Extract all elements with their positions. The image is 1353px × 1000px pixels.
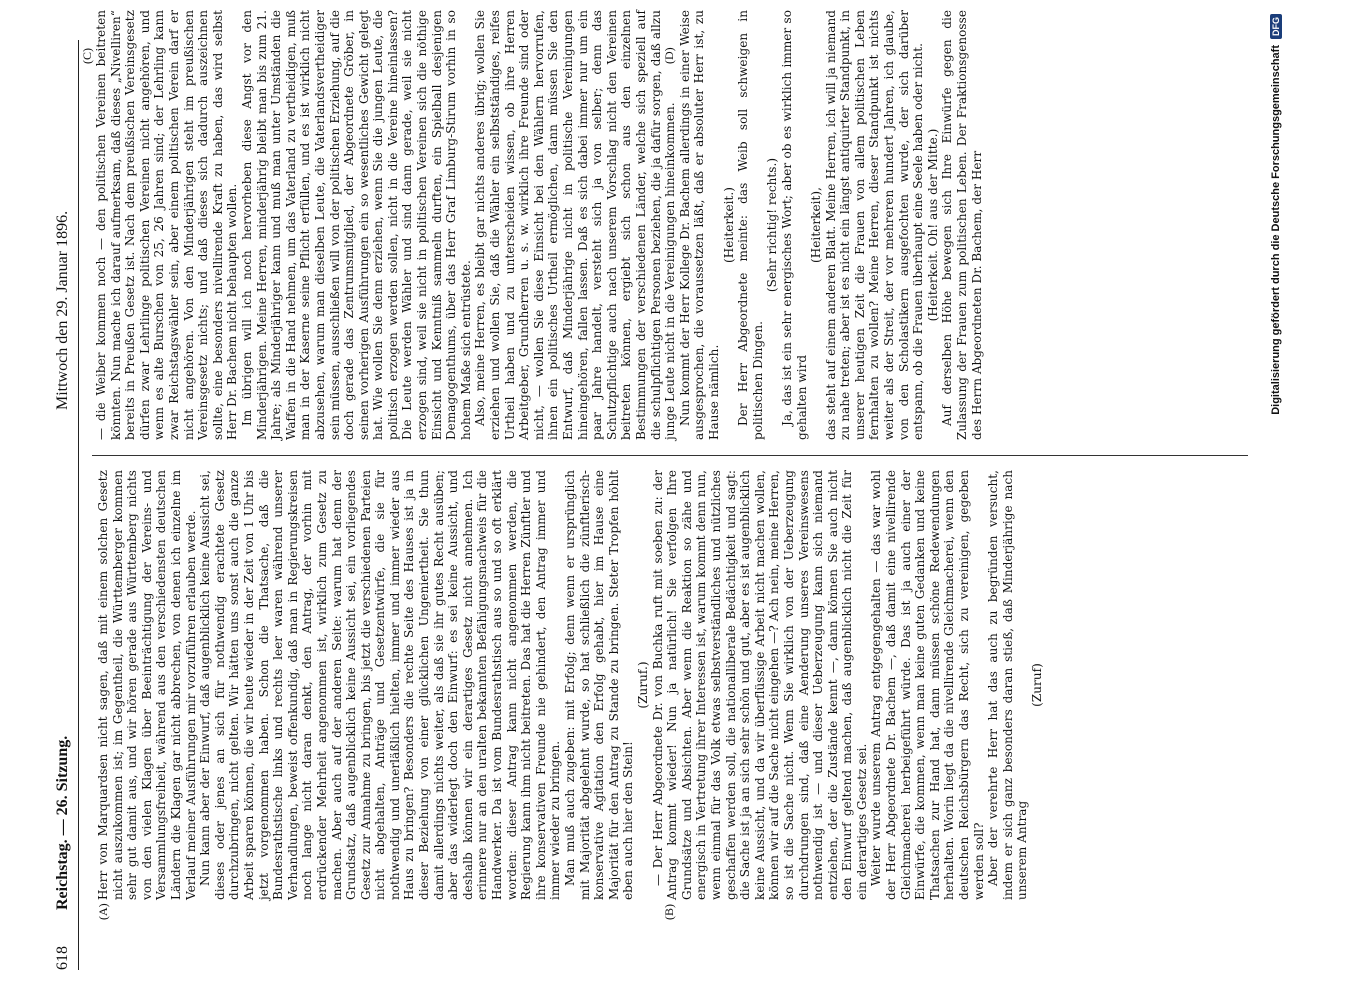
digitization-credit (1270, 14, 1282, 415)
paragraph: Im übrigen will ich noch hervorheben diese Angst vor den Minderjährigen. Meine Herren, minderjährig bleibt man bis zum 21. Jahre; als Minderjähriger kann und muß man unter Umständen die Waffen in die Hand nehmen, um das Vaterland zu vertheidigen, muß man in der Kaserne seine Pflicht erfüllen, und es ist wirklich nicht abzusehen, warum man dieselben Leute, die Vaterlandsvertheidiger sein müssen, ausschließen will von der politischen Erziehung, auf die doch gerade das Zentrumsmitglied, der Abgeordnete Gröber, in seinen vorherigen Ausführungen ein so wesentliches Gewicht gelegt hat. Wie wollen Sie denn erziehen, wenn Sie die jungen Leute, die politisch erzogen werden sollen, nicht in die Vereine hineinlassen? Die Leute werden Wähler und sind dann gerade, weil sie nicht erzogen sind, weil sie nicht in politischen Vereinen sich die nöthige Einsicht und Kenntniß sammeln durften, ein Spielball desjenigen Demagogenthums, über das Herr Graf Limburg-Stirum vorhin in so hohem Maße sich entrüstete. (239, 10, 473, 440)
paragraph: — Der Herr Abgeordnete Dr. von Buchka ruft mit soeben zu: der Antrag kommt wieder! Nun ja natürlich! Sie verfolgen Ihre Grundsätze und Absichten. Aber wenn die Reaktion so zähe und energisch in Vertretung ihrer Interessen ist, warum kommt denn nun, wenn einmal für das Volk etwas selbstverständliches und nützliches geschaffen werden soll, die nationalliberale Bedächtigkeit und sagt: die Sache ist ja an sich sehr schön und gut, aber es ist augenblicklich keine Aussicht, und da wir überflüssige Arbeit nicht machen wollen, können wir auf die Sache nicht eingehen —? Ach nein, meine Herren, so ist die Sache nicht. Wenn Sie wirklich von der Ueberzeugung durchdrungen sind, daß eine Aenderung unseres Vereinswesens nothwendig ist — und dieser Ueberzeugung kann sich niemand entziehen, der die Zustände kennt —, dann können Sie auch nicht den Einwurf geltend machen, daß augenblicklich nicht die Zeit für ein derartiges Gesetz sei. (650, 470, 869, 900)
paragraph: Nun kommt der Herr Kollege Dr. Bachem allerdings in einer Weise ausgesprochen, die voraussetzen läßt, daß er absoluter Herr ist, zu Hause nämlich. (677, 10, 721, 440)
interjection: (Sehr richtig! rechts.) (765, 157, 780, 293)
paragraph: Man muß auch zugeben: mit Erfolg; denn wenn er ursprünglich mit Majorität abgelehnt wurde, so hat schließlich die zünftlerisch-konservative Agitation den Erfolg gehabt, hier im Hause eine Majorität für den Antrag zu Stande zu bringen. Steter Tropfen höhlt eben auch hier den Stein! (563, 470, 636, 900)
interjection: (Zuruf.) (635, 661, 650, 709)
paragraph: Nun kann aber der Einwurf, daß augenblicklich keine Aussicht sei, dieses oder jenes an sich für nothwendig erachtete Gesetz durchzubringen, nicht gelten. Wir hätten uns sonst auch die ganze Arbeit sparen können, die wir heute wieder in der Zeit von 1 Uhr bis jetzt vorgenommen haben. Schon die Thatsache, daß die Bundesrathstische links und rechts leer waren während unserer Verhandlungen, beweist offenkundig, daß man in Regierungskreisen noch lange nicht daran denkt, den Antrag, der vorhin mit erdrückender Mehrheit angenommen ist, wirklich zum Gesetz zu machen. Aber auch auf der anderen Seite: warum hat denn der Grundsatz, daß augenblicklich keine Aussicht sei, ein vorliegendes Gesetz zur Annahme zu bringen, bis jetzt die verschiedenen Parteien nicht abgehalten, Anträge und Gesetzentwürfe, die sie für nothwendig und unerläßlich hielten, immer und immer wieder aus Haus zu bringen? Besonders die rechte Seite des Hauses ist ja in dieser Beziehung von einer glücklichen Ungeniertheit. Sie thun damit allerdings nichts weiter, als daß sie ihr gutes Recht ausüben; aber das widerlegt doch den Einwurf: es sei keine Aussicht, und deshalb können wir ein derartiges Gesetz nicht annehmen. Ich erinnere nur an den uralten bekannten Befähigungsnachweis für die Handwerker. Da ist vom Bundesrathstisch aus so und so oft erklärt worden: dieser Antrag kann nicht angenommen werden, die Regierung kann ihm nicht beitreten. Das hat die Herren Zünftler und ihre konservativen Freunde nie gehindert, den Antrag immer und immer wieder zu bringen. (198, 470, 563, 900)
margin-mark-b: (B) (662, 904, 676, 920)
margin-mark-a: (A) (96, 903, 110, 920)
interjection: (Heiterkeit.) (721, 187, 736, 263)
header-rule (78, 40, 79, 970)
paragraph: Aber der verehrte Herr hat das auch zu begründen versucht, indem er sich ganz besonders daran stieß, daß Minderjährige nach unserem Antrag (986, 470, 1030, 900)
paragraph: Auf derselben Höhe bewegen sich Ihre Einwürfe gegen die Zulassung der Frauen zum politischen Leben. Der Fraktionsgenosse des Herrn Abgeordneten Dr. Bachem, der Herr (940, 10, 984, 440)
left-column (96, 470, 1045, 900)
credit-text: Digitalisierung gefördert durch die Deutsche Forschungsgemeinschaft (1270, 45, 1282, 415)
paragraph: Also, meine Herren, es bleibt gar nichts anderes übrig; wollen Sie erziehen und wollen Sie, daß die Wähler ein selbstständiges, reifes Urtheil haben und zu unterscheiden wissen, ob ihre Herren Arbeitgeber, Grundherren u. s. w. wirklich ihre Freunde sind oder nicht, — wollen Sie diese Einsicht bei den Wählern hervorrufen, ihnen ein politisches Urtheil ermöglichen, dann müssen Sie den Entwurf, daß Minderjährige nicht in politische Vereinigungen hineingehören, fallen lassen. Daß es sich dabei immer nur um ein paar Jahre handelt, versteht sich ja von selber; denn das Schutzpflichtige auch nach unserem Vorschlag nicht den Vereinen beitreten können, ergiebt sich schon aus den einzelnen Bestimmungen der verschiedenen Länder, welche sich speziell auf die schulpflichtigen Personen beziehen, die ja dafür sorgen, daß allzu junge Leute nicht in die Vereinigungen hineinkommen. (473, 10, 678, 440)
paragraph: Ja, das ist ein sehr energisches Wort; aber ob es wirklich immer so gehalten wird (779, 10, 809, 440)
margin-mark-c: (C) (80, 48, 94, 64)
session-title: Reichstag. — 26. Sitzung. (54, 735, 71, 910)
column-divider (92, 455, 1248, 456)
paragraph: Der Herr Abgeordnete meinte: das Weib soll schweigen in politischen Dingen. (736, 10, 765, 440)
dfg-logo: DFG (1270, 14, 1282, 39)
interjection: (Heiterkeit), (809, 187, 824, 263)
page-header (54, 40, 78, 970)
right-column (94, 10, 984, 440)
paragraph: — die Weiber kommen noch — den politischen Vereinen beitreten könnten. Nun mache ich darauf aufmerksam, daß dieses „Nivelliren“ bereits in Preußen Gesetz ist. Nach dem preußischen Vereinsgesetz dürfen zwar Lehrlinge politischen Vereinen nicht angehören, und wenn es alte Burschen von 25, 26 Jahren sind; der Lehrling kann zwar Reichstagswähler sein, aber einem politischen Verein darf er nicht angehören. Von den Minderjährigen steht im preußischen Vereinsgesetz nichts; und daß dieses sich dadurch auszeichnen sollte, eine besonders nivellirende Kraft zu haben, das wird selbst Herr Dr. Bachem nicht behaupten wollen. (94, 10, 240, 440)
page-number: 618 (54, 946, 71, 970)
interjection: (Zuruf) (1030, 663, 1044, 707)
margin-mark-d: (D) (662, 47, 676, 64)
paragraph: das steht auf einem anderen Blatt. Meine Herren, ich will ja niemand zu nahe treten; aber ist es nicht ein längst antiquirter Standpunkt, in unserer heutigen Zeit die Frauen von allem politischen Leben fernhalten zu wollen? Meine Herren, dieser Standpunkt ist nichts weiter als der Streit, der vor mehreren hundert Jahren, ich glaube, von den Scholastikern ausgefochten wurde, der sich darüber entspann, ob die Frauen überhaupt eine Seele haben oder nicht. (823, 10, 926, 440)
session-date: Mittwoch den 29. Januar 1896. (54, 210, 71, 410)
paragraph: Weiter wurde unserem Antrag entgegengehalten — das war wohl der Herr Abgeordnete Dr. Bachem —, daß damit eine nivellirende Gleichmacherei herbeigeführt würde. Das ist ja auch einer der Einwürfe, die kommen, wenn man keine guten Gedanken und keine Thatsachen zur Hand hat, dann müssen schöne Redewendungen herhalten. Worin liegt da die nivellirende Gleichmacherei, wenn den deutschen Reichsbürgern das Recht, sich zu vereinigen, gegeben werden soll? (869, 470, 986, 900)
interjection: (Heiterkeit. Oh! aus der Mitte.) (925, 128, 940, 322)
paragraph: Herr von Marquardsen nicht sagen, daß mit einem solchen Gesetz nicht auszukommen ist; im Gegentheil, die Württemberger kommen sehr gut damit aus, und wir hören gerade aus Württemberg nichts von den vielen Klagen über Beeinträchtigung der Vereins- und Versammlungsfreiheit, während aus den verschiedensten deutschen Ländern die Klagen gar nicht abbrechen, von denen ich einzelne im Verlauf meiner Ausführungen mir vorzuführen erlauben werde. (96, 470, 198, 900)
